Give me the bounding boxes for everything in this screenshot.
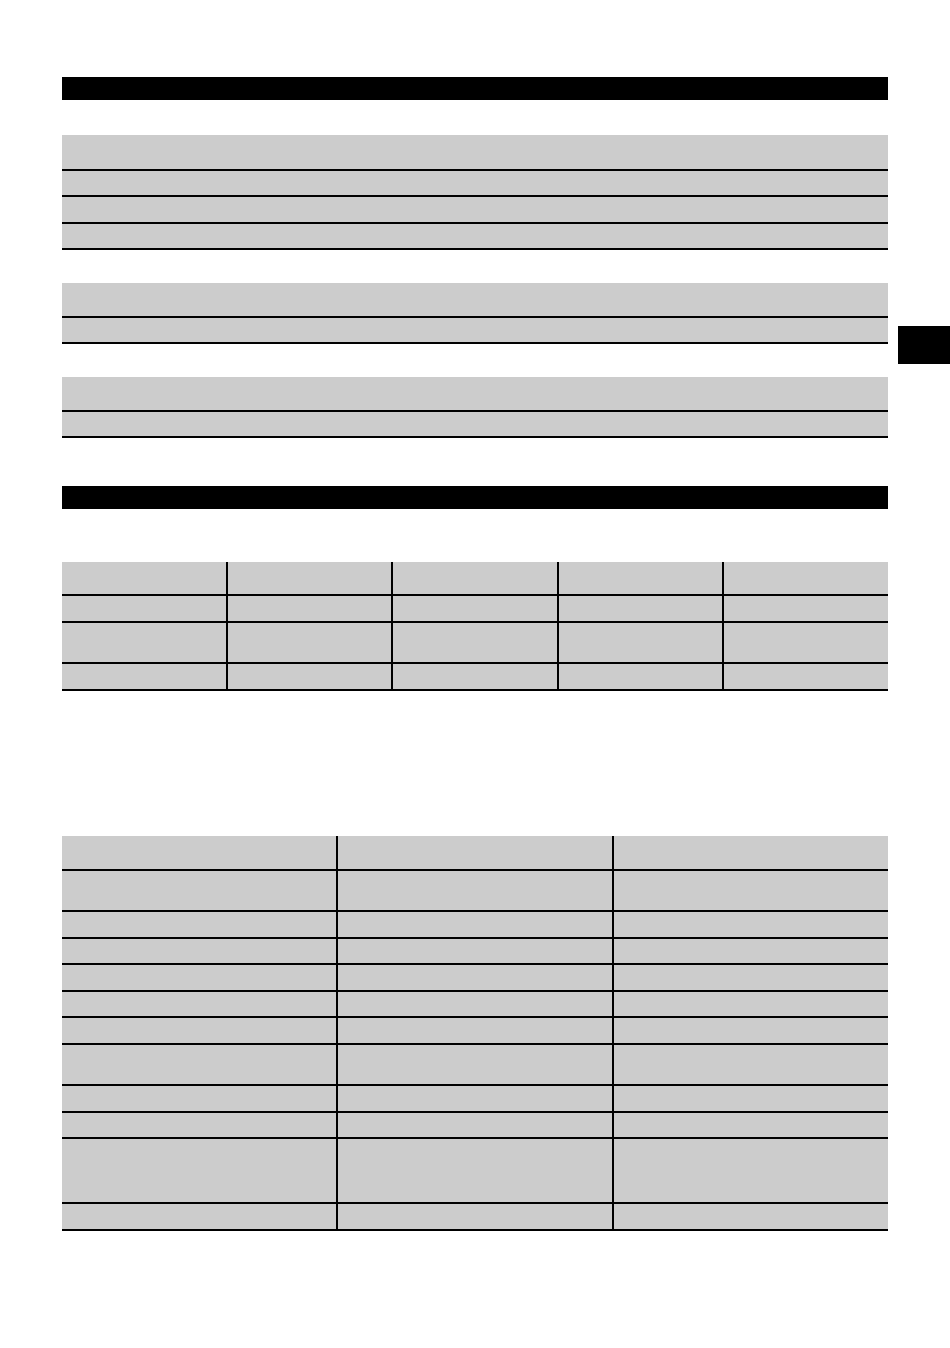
- table-cell: [62, 283, 888, 316]
- table-cell: [612, 1204, 888, 1229]
- table-row: [62, 412, 888, 438]
- table-cell: [612, 912, 888, 937]
- table-2: [62, 283, 888, 344]
- table-row: [62, 965, 888, 992]
- table-row: [62, 224, 888, 250]
- table-cell: [62, 664, 226, 689]
- table-row: [62, 1086, 888, 1113]
- table-cell: [612, 1086, 888, 1111]
- table-cell: [62, 871, 336, 910]
- table-1: [62, 135, 888, 250]
- table-row: [62, 1113, 888, 1139]
- table-cell: [391, 562, 557, 594]
- table-row: [62, 171, 888, 197]
- table-cell: [62, 171, 888, 195]
- table-row: [62, 1139, 888, 1204]
- table-row: [62, 836, 888, 871]
- table-cell: [612, 1018, 888, 1043]
- table-row: [62, 1045, 888, 1086]
- table-cell: [336, 965, 612, 990]
- table-cell: [62, 224, 888, 248]
- table-cell: [612, 1045, 888, 1084]
- table-row: [62, 562, 888, 596]
- table-cell: [612, 965, 888, 990]
- table-row: [62, 377, 888, 412]
- table-row: [62, 135, 888, 171]
- table-cell: [612, 836, 888, 869]
- table-row: [62, 871, 888, 912]
- table-cell: [62, 1113, 336, 1137]
- table-row: [62, 664, 888, 691]
- table-cell: [62, 135, 888, 169]
- table-row: [62, 283, 888, 318]
- table-cell: [62, 197, 888, 222]
- table-cell: [62, 1018, 336, 1043]
- table-cell: [336, 1018, 612, 1043]
- table-cell: [722, 664, 888, 689]
- table-cell: [612, 1113, 888, 1137]
- table-cell: [336, 939, 612, 963]
- table-cell: [612, 939, 888, 963]
- table-cell: [612, 1139, 888, 1202]
- table-cell: [336, 1045, 612, 1084]
- table-cell: [336, 871, 612, 910]
- table-cell: [62, 596, 226, 621]
- table-cell: [391, 623, 557, 662]
- table-cell: [62, 1204, 336, 1229]
- table-5: [62, 836, 888, 1231]
- section-header-bar-1: [62, 77, 888, 100]
- table-row: [62, 318, 888, 344]
- table-cell: [62, 318, 888, 342]
- table-cell: [336, 1204, 612, 1229]
- section-header-bar-2: [62, 486, 888, 509]
- table-cell: [62, 1045, 336, 1084]
- table-cell: [612, 871, 888, 910]
- table-cell: [62, 1139, 336, 1202]
- table-cell: [62, 939, 336, 963]
- table-cell: [336, 1086, 612, 1111]
- table-cell: [722, 596, 888, 621]
- table-cell: [336, 1113, 612, 1137]
- table-cell: [62, 992, 336, 1016]
- table-cell: [557, 623, 723, 662]
- table-4: [62, 562, 888, 691]
- table-row: [62, 912, 888, 939]
- table-cell: [62, 412, 888, 436]
- table-cell: [62, 912, 336, 937]
- table-cell: [391, 664, 557, 689]
- table-row: [62, 939, 888, 965]
- table-cell: [62, 377, 888, 410]
- table-cell: [226, 562, 392, 594]
- table-row: [62, 1018, 888, 1045]
- table-row: [62, 197, 888, 224]
- table-cell: [226, 623, 392, 662]
- table-cell: [557, 596, 723, 621]
- table-cell: [62, 1086, 336, 1111]
- table-cell: [336, 992, 612, 1016]
- table-cell: [722, 562, 888, 594]
- page-side-tab: [898, 326, 950, 364]
- table-3: [62, 377, 888, 438]
- table-cell: [722, 623, 888, 662]
- table-cell: [336, 912, 612, 937]
- table-cell: [336, 836, 612, 869]
- table-cell: [557, 664, 723, 689]
- table-cell: [391, 596, 557, 621]
- table-cell: [62, 836, 336, 869]
- table-cell: [226, 596, 392, 621]
- table-row: [62, 992, 888, 1018]
- table-cell: [557, 562, 723, 594]
- table-row: [62, 596, 888, 623]
- table-cell: [62, 965, 336, 990]
- table-cell: [612, 992, 888, 1016]
- table-cell: [62, 562, 226, 594]
- table-row: [62, 1204, 888, 1231]
- table-cell: [336, 1139, 612, 1202]
- table-cell: [62, 623, 226, 662]
- table-row: [62, 623, 888, 664]
- table-cell: [226, 664, 392, 689]
